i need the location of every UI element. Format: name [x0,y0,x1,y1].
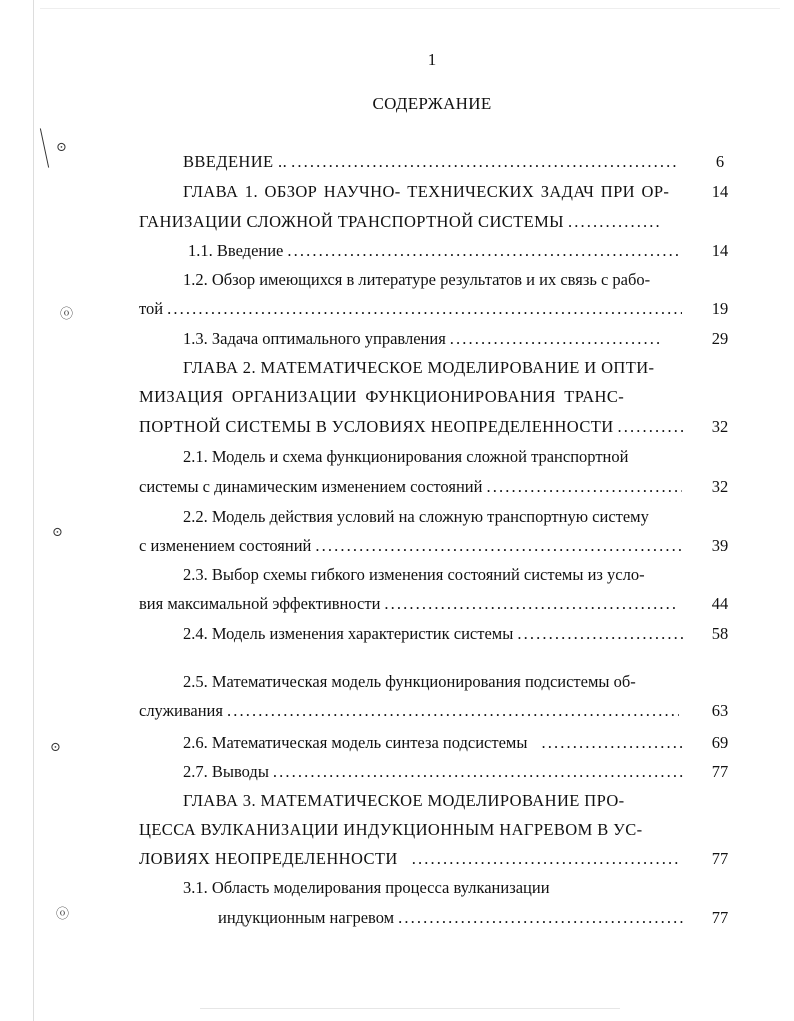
toc-entry-chapter-3-cont2 [139,851,679,868]
toc-page-number: 29 [711,329,729,348]
leader-dots [398,910,683,927]
leader-dots [315,538,684,555]
toc-entry-text: ВВЕДЕНИЕ .. [183,152,288,171]
toc-entry-text: 3.1. Область моделирования процесса вулканизации [183,878,550,897]
toc-entry-text: служивания [139,701,223,720]
toc-page-number: 14 [711,241,729,260]
toc-entry-text: системы с динамическим изменением состояний [139,477,483,496]
scan-bottom-edge [200,1008,620,1009]
toc-entry-chapter-3-cont [139,822,669,839]
toc-entry-1-2[interactable] [183,272,683,289]
toc-entry-chapter-3[interactable] [183,793,663,810]
toc-entry-2-4[interactable] [183,626,685,643]
toc-page-number: 77 [711,762,729,781]
toc-entry-2-2-cont [139,538,684,555]
leader-dots [450,331,663,348]
toc-entry-text: ГЛАВА 2. МАТЕМАТИЧЕСКОЕ МОДЕЛИРОВАНИЕ И ОПТИ- [183,358,655,377]
leader-dots [412,851,679,868]
scan-pen-stroke [40,128,49,167]
toc-entry-1-3[interactable] [183,331,663,348]
leader-dots [541,735,683,752]
toc-entry-2-5[interactable] [183,674,683,691]
toc-page-number: 63 [711,701,729,720]
toc-page-number: 32 [711,477,729,496]
punch-hole-mark: ⊙ [52,524,63,539]
toc-page-number: 6 [715,152,725,171]
toc-entry-2-2[interactable] [183,509,683,526]
toc-page-number: 44 [711,594,729,613]
toc-entry-text: 1.2. Обзор имеющихся в литературе результатов и их связь с рабо- [183,270,651,289]
toc-entry-text: вия максимальной эффективности [139,594,381,613]
leader-dots [227,703,679,720]
toc-entry-1-2-cont [139,301,682,318]
toc-entry-2-3-cont [139,596,679,613]
punch-hole-mark: ⓞ [60,306,74,321]
toc-entry-3-1[interactable] [183,880,683,897]
scan-top-edge [40,8,780,9]
leader-dots [486,479,682,496]
toc-entry-chapter-2-cont [139,389,669,406]
toc-page-number: 39 [711,536,729,555]
toc-entry-text: 2.6. Математическая модель синтеза подсистемы [183,733,528,752]
toc-entry-1-1[interactable] [188,243,682,260]
toc-entry-chapter-1[interactable] [183,184,678,201]
toc-entry-text: ГАНИЗАЦИИ СЛОЖНОЙ ТРАНСПОРТНОЙ СИСТЕМЫ [139,212,564,231]
punch-hole-mark: ⊙ [56,139,67,154]
toc-entry-text: 2.3. Выбор схемы гибкого изменения состояний системы из усло- [183,565,645,584]
leader-dots [568,214,659,231]
toc-entry-2-7[interactable] [183,764,683,781]
toc-entry-2-6[interactable] [183,735,683,752]
toc-page-number: 77 [711,908,729,927]
toc-entry-chapter-1-cont [139,214,659,231]
toc-page-number: 32 [711,417,729,436]
leader-dots [287,243,682,260]
leader-dots [291,154,678,171]
toc-entry-text: ГЛАВА 3. МАТЕМАТИЧЕСКОЕ МОДЕЛИРОВАНИЕ ПРО- [183,791,625,810]
page-number: 1 [427,50,437,69]
toc-entry-text: 1.3. Задача оптимального управления [183,329,446,348]
punch-hole-mark: ⊙ [50,739,61,754]
leader-dots [618,419,684,436]
toc-entry-chapter-2[interactable] [183,360,678,377]
toc-entry-text: 2.7. Выводы [183,762,269,781]
scan-left-edge [33,0,34,1021]
toc-page-number: 58 [711,624,729,643]
toc-entry-chapter-2-cont2 [139,419,684,436]
toc-entry-text: индукционным нагревом [218,908,395,927]
toc-page-number: 77 [711,849,729,868]
punch-hole-mark: ⓞ [56,906,70,921]
toc-entry-2-5-cont [139,703,679,720]
leader-dots [167,301,682,318]
toc-entry-text: той [139,299,164,318]
toc-entry-2-1[interactable] [183,449,683,466]
toc-entry-text: МИЗАЦИЯ ОРГАНИЗАЦИИ ФУНКЦИОНИРОВАНИЯ ТРАНС- [139,387,625,406]
leader-dots [384,596,679,613]
page-title: СОДЕРЖАНИЕ [372,94,492,113]
toc-page-number: 14 [711,182,729,201]
toc-entry-text: 2.5. Математическая модель функционирования подсистемы об- [183,672,636,691]
toc-entry-text: 1.1. Введение [188,241,284,260]
toc-entry-text: ПОРТНОЙ СИСТЕМЫ В УСЛОВИЯХ НЕОПРЕДЕЛЕННОСТИ [139,417,614,436]
leader-dots [273,764,683,781]
toc-entry-text: ГЛАВА 1. ОБЗОР НАУЧНО- ТЕХНИЧЕСКИХ ЗАДАЧ ПРИ ОР- [183,182,670,201]
toc-entry-text: 2.4. Модель изменения характеристик системы [183,624,514,643]
toc-entry-text: ЦЕССА ВУЛКАНИЗАЦИИ ИНДУКЦИОННЫМ НАГРЕВОМ В УС- [139,820,643,839]
toc-page-number: 69 [711,733,729,752]
toc-entry-text: 2.1. Модель и схема функционирования сложной транспортной [183,447,629,466]
toc-entry-2-3[interactable] [183,567,683,584]
toc-entry-3-1-cont [218,910,683,927]
leader-dots [517,626,685,643]
toc-entry-introduction[interactable] [183,154,678,171]
toc-entry-text: 2.2. Модель действия условий на сложную транспортную систему [183,507,649,526]
toc-entry-text: ЛОВИЯХ НЕОПРЕДЕЛЕННОСТИ [139,849,398,868]
toc-entry-2-1-cont [139,479,682,496]
toc-entry-text: с изменением состояний [139,536,312,555]
toc-page-number: 19 [711,299,729,318]
